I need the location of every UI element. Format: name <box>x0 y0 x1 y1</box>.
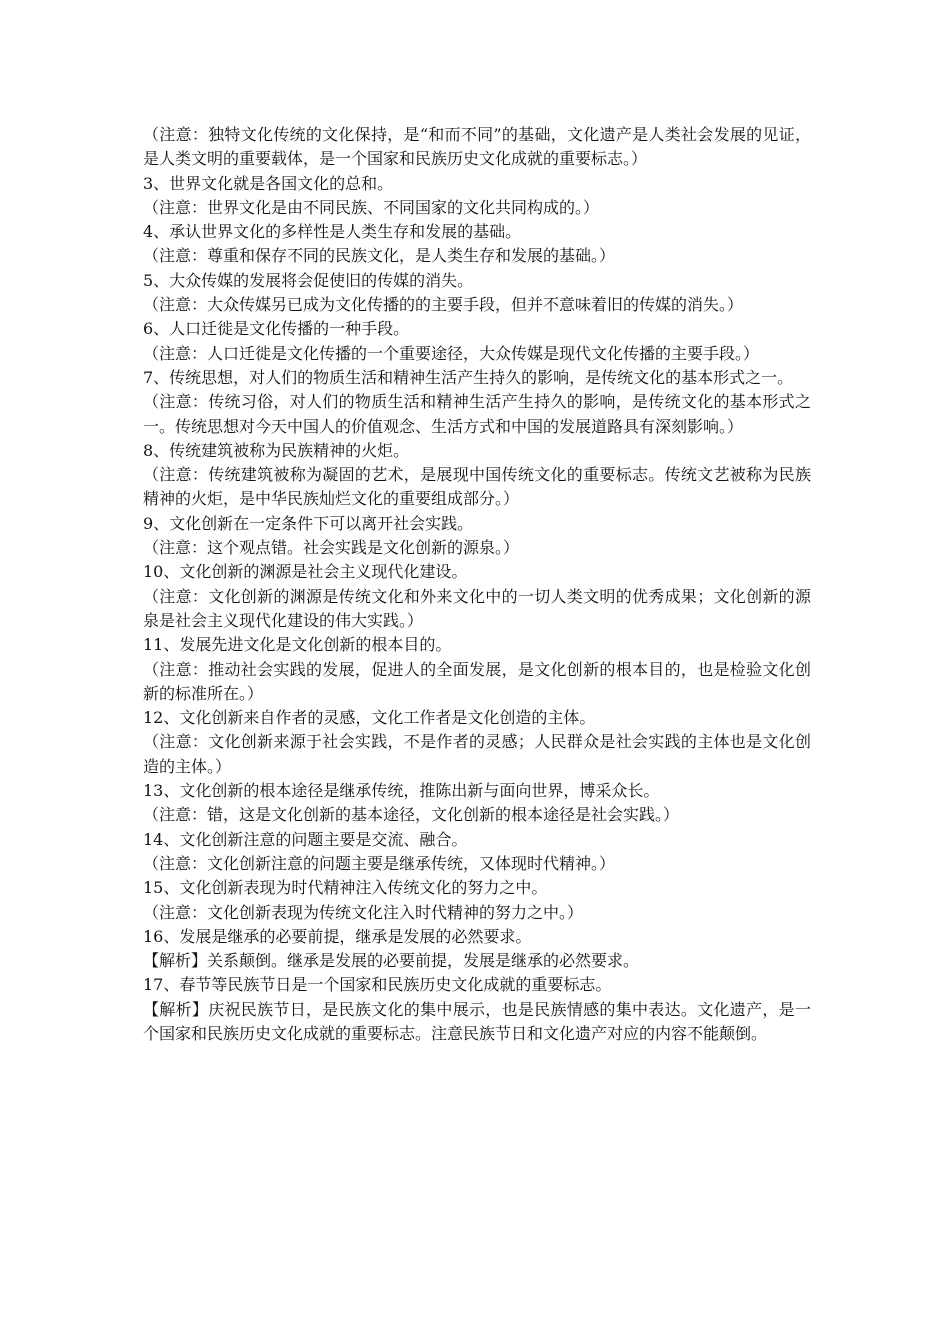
note-14: （注意：文化创新注意的问题主要是继承传统，又体现时代精神。） <box>143 853 616 873</box>
question-10: 10、文化创新的渊源是社会主义现代化建设。 <box>143 562 468 582</box>
question-11: 11、发展先进文化是文化创新的根本目的。 <box>143 635 452 655</box>
note-7: （注意：传统习俗，对人们的物质生活和精神生活产生持久的影响，是传统文化的基本形式之一。传统思想对今天中国人的价值观念、生活方式和中国的发展道路具有深刻影响。） <box>143 392 811 436</box>
note-15: （注意：文化创新表现为传统文化注入时代精神的努力之中。） <box>143 902 584 922</box>
question-6: 6、人口迁徙是文化传播的一种手段。 <box>143 319 410 339</box>
note-4: （注意：尊重和保存不同的民族文化，是人类生存和发展的基础。） <box>143 246 616 266</box>
question-14: 14、文化创新注意的问题主要是交流、融合。 <box>143 829 468 849</box>
note-13: （注意：错，这是文化创新的基本途径，文化创新的根本途径是社会实践。） <box>143 805 680 825</box>
question-12: 12、文化创新来自作者的灵感，文化工作者是文化创造的主体。 <box>143 708 596 728</box>
note-6: （注意：人口迁徙是文化传播的一个重要途径，大众传媒是现代文化传播的主要手段。） <box>143 343 760 363</box>
question-13: 13、文化创新的根本途径是继承传统，推陈出新与面向世界，博采众长。 <box>143 781 660 801</box>
question-8: 8、传统建筑被称为民族精神的火炬。 <box>143 440 410 460</box>
question-7: 7、传统思想，对人们的物质生活和精神生活产生持久的影响，是传统文化的基本形式之一。 <box>143 367 794 387</box>
note-5: （注意：大众传媒另已成为文化传播的的主要手段，但并不意味着旧的传媒的消失。） <box>143 295 744 315</box>
question-3: 3、世界文化就是各国文化的总和。 <box>143 173 394 193</box>
question-16: 16、发展是继承的必要前提，继承是发展的必然要求。 <box>143 926 532 946</box>
note-10: （注意：文化创新的渊源是传统文化和外来文化中的一切人类文明的优秀成果；文化创新的源泉是社会主义现代化建设的伟大实践。） <box>143 586 811 630</box>
note-3: （注意：世界文化是由不同民族、不同国家的文化共同构成的。） <box>143 197 600 217</box>
question-17: 17、春节等民族节日是一个国家和民族历史文化成就的重要标志。 <box>143 975 612 995</box>
document-body <box>143 123 811 1046</box>
note-11: （注意：推动社会实践的发展，促进人的全面发展，是文化创新的根本目的，也是检验文化创新的标准所在。） <box>143 659 811 703</box>
analysis-16: 【解析】关系颠倒。继承是发展的必要前提，发展是继承的必然要求。 <box>143 951 640 971</box>
note-9: （注意：这个观点错。社会实践是文化创新的源泉。） <box>143 538 520 558</box>
paragraph: （注意：独特文化传统的文化保持，是“和而不同”的基础，文化遗产是人类社会发展的见证，是人类文明的重要载体，是一个国家和民族历史文化成就的重要标志。） <box>143 125 811 169</box>
note-12: （注意：文化创新来源于社会实践，不是作者的灵感；人民群众是社会实践的主体也是文化创造的主体。） <box>143 732 811 776</box>
note-8: （注意：传统建筑被称为凝固的艺术，是展现中国传统文化的重要标志。传统文艺被称为民族精神的火炬，是中华民族灿烂文化的重要组成部分。） <box>143 465 811 509</box>
question-5: 5、大众传媒的发展将会促使旧的传媒的消失。 <box>143 270 474 290</box>
analysis-17: 【解析】庆祝民族节日，是民族文化的集中展示，也是民族情感的集中表达。文化遗产，是一个国家和民族历史文化成就的重要标志。注意民族节日和文化遗产对应的内容不能颠倒。 <box>143 999 811 1043</box>
question-9: 9、文化创新在一定条件下可以离开社会实践。 <box>143 513 474 533</box>
question-15: 15、文化创新表现为时代精神注入传统文化的努力之中。 <box>143 878 548 898</box>
question-4: 4、承认世界文化的多样性是人类生存和发展的基础。 <box>143 222 522 242</box>
